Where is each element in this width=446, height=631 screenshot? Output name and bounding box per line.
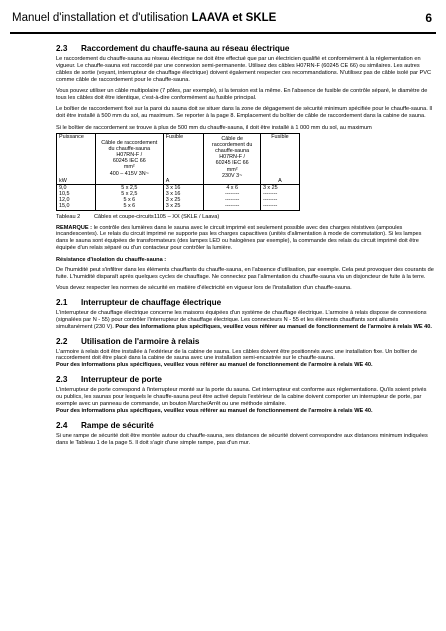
section-title: Raccordement du chauffe-sauna au réseau électrique xyxy=(81,44,290,53)
section-title: Utilisation de l'armoire à relais xyxy=(81,336,200,346)
header-line: raccordement du xyxy=(211,141,253,148)
section-heading-2-1 xyxy=(56,298,434,307)
header-fusible-1: Fusible xyxy=(163,133,204,140)
section-title: Interrupteur de chauffage électrique xyxy=(81,297,222,307)
header-line: 60245 IEC 66 xyxy=(215,160,249,167)
title-prefix: Manuel d'installation et d'utilisation xyxy=(12,12,192,24)
header-line: H07RN-F / xyxy=(116,152,143,159)
section-number: 2.1 xyxy=(56,297,68,307)
paragraph: Le raccordement du chauffe-sauna au réseau électrique ne doit être effectué que par un électricien qualifié et conformément à la réglementation en vigueur. Le chauffe-sauna est raccordé par une connexion semi-permanente. Utilisez des câbles H07RN-F (60245 CE 66) ou similaires. Les autres câbles de sortie (voyant, interrupteur de chauffage électrique) doivent également respecter ces recommandations. N'utilisez pas de câble isolé par PVC comme câble de raccordement pour le chauffe-sauna. xyxy=(56,56,432,83)
page-content xyxy=(56,44,434,451)
header-line: chauffe-sauna xyxy=(215,148,250,155)
section-bold-note: Pour des informations plus spécifiques, veuillez vous référer au manuel de fonctionnement de l'armoire à relais WE 40. xyxy=(56,362,373,369)
table-cell: 3 x 16 xyxy=(163,191,204,197)
unit-a-2: A xyxy=(260,140,299,185)
header-fusible-2: Fusible xyxy=(260,133,299,140)
table-cell: 3 x 25 xyxy=(163,203,204,210)
title-model: LAAVA et SKLE xyxy=(191,12,277,24)
table-cell: 5 x 2,5 xyxy=(95,184,163,191)
header-line: H07RN-F / xyxy=(219,154,246,161)
table-cell: 3 x 16 xyxy=(163,184,204,191)
section-heading-2-4 xyxy=(56,421,434,430)
table-cell: 9,0 xyxy=(57,184,96,191)
table-header-row xyxy=(57,133,300,140)
section-bold-note: Pour des informations plus spécifiques, veuillez vous référer au manuel de fonctionnement de l'armoire à relais WE 40. xyxy=(115,323,432,330)
table-cell: 4 x 6 xyxy=(204,184,261,191)
header-line: du chauffe-sauna xyxy=(108,145,151,152)
paragraph xyxy=(56,387,434,408)
section-text: L'interrupteur de porte correspond à l'interrupteur monté sur la porte du sauna. Cet interrupteur est conforme aux réglementations. Qu'ils soient privés ou publics, les saunas pour lesquels le chauffe-sauna peut être activé depuis l'extérieur de la cabine doivent comporter un interrupteur de porte, par exemple avec un panneau de commande, un bouton Marche/Arrêt ou une méthode similaire. xyxy=(56,387,427,408)
paragraph xyxy=(56,310,434,331)
paragraph xyxy=(56,349,434,363)
section-heading-2-2 xyxy=(56,337,434,346)
table-cell: 5 x 2,5 xyxy=(95,191,163,197)
header-cable-400v xyxy=(95,133,163,184)
section-text: L'interrupteur de chauffage électrique concerne les maisons équipées d'un système de chauffage électrique. L'armoire à relais dispose de connexions (signalées par N - 55) pour contrôler l'interrupteur de chauffage électrique. Les connecteurs N - 55 et les éléments chauffants sont allumés simultanément (230 V). xyxy=(56,309,427,330)
document-title xyxy=(12,12,276,24)
paragraph: Le boîtier de raccordement fixé sur la paroi du sauna doit se situer dans la zone de dégagement de sécurité minimum spécifiée pour le chauffe-sauna. Il doit être installé à 500 mm du sol, au maximum. Se reporter à la page 8. Emplacement du boîtier de câble de raccordement dans la cabine de sauna. xyxy=(56,106,433,120)
page-number: 6 xyxy=(425,11,432,25)
table-cell: 12,0 xyxy=(57,197,96,203)
section-number: 2.2 xyxy=(56,336,68,346)
insulation-heading xyxy=(56,257,434,264)
table-cell: 3 x 25 xyxy=(260,184,299,191)
table-cell: -------- xyxy=(260,191,299,197)
paragraph: Si une rampe de sécurité doit être montée autour du chauffe-sauna, ses distances de sécurité doivent correspondre aux distances minimum indiquées dans le Tableau 1 de la page 5. Il doit s'agir d'une simple rampe, pas d'un mur. xyxy=(56,432,428,446)
header-cable-230v xyxy=(204,133,261,184)
table-cell: 10,5 xyxy=(57,191,96,197)
caption-model: 1105 – XX (SKLE / Laava) xyxy=(154,213,220,220)
paragraph: De l'humidité peut s'infiltrer dans les éléments chauffants du chauffe-sauna, en l'absence d'utilisation, par exemple. Cela peut provoquer des courants de fuite. L'humidité disparaît après quelques cycles de chauffage. Ne connectez pas l'alimentation du chauffe-sauna via un disjoncteur de fuite à la terre. xyxy=(56,266,434,280)
caption-number: Tableau 2 xyxy=(56,213,81,220)
table-row xyxy=(57,184,300,191)
table-cell: -------- xyxy=(260,203,299,210)
paragraph: Vous pouvez utiliser un câble multipolaire (7 pôles, par exemple), si la tension est la même. En l'absence de fusible de contrôle séparé, le diamètre de tous les câbles doit être identique, c'est-à-dire conformément au fusible principal. xyxy=(56,88,428,102)
table-cell: 5 x 6 xyxy=(95,203,163,210)
header-line: mm² xyxy=(226,166,238,173)
section-title: Interrupteur de porte xyxy=(81,375,162,385)
header-puissance: Puissance xyxy=(57,133,96,140)
page-header xyxy=(10,6,436,34)
table-cell: -------- xyxy=(204,191,261,197)
table-cell: 5 x 6 xyxy=(95,197,163,203)
unit-a-1: A xyxy=(163,140,204,185)
header-line: 400 – 415V 3N~ xyxy=(109,170,149,177)
header-line: 230V 3~ xyxy=(222,172,243,179)
remark-text: le contrôle des lumières dans le sauna avec le circuit imprimé est seulement possible avec des charges résistives (ampoules incandescentes). Le relais du circuit imprimé ne supporte pas les charges capacitives (unités d'alimentation à mode de commutation). Si les lampes dans le sauna sont équipées de transformateurs (des lampes LED ou halogènes par exemple), la commande des relais du circuit imprimé doit être équipée d'un relais séparé ou d'un contacteur pour contrôler la lumière. xyxy=(56,224,422,252)
section-number: 2.3 xyxy=(56,44,68,53)
table-cell: -------- xyxy=(204,203,261,210)
paragraph xyxy=(56,362,434,369)
caption-label: Câbles et coupe-circuits xyxy=(94,213,154,220)
table-cell: 15,0 xyxy=(57,203,96,210)
header-line: mm² xyxy=(123,164,135,171)
section-number: 2.3 xyxy=(56,375,68,385)
header-line: Câble de xyxy=(221,135,243,142)
section-text: L'armoire à relais doit être installée à l'extérieur de la cabine de sauna. Les câbles doivent être positionnés avec une installation fixe. Un boîtier de raccordement doit être placé dans la cabine de sauna avec une installation semi-encastrée sur le chauffe-sauna. xyxy=(56,348,418,362)
header-line: Câble de raccordement xyxy=(101,139,158,146)
unit-kw: kW xyxy=(57,140,96,185)
paragraph: Si le boîtier de raccordement se trouve à plus de 500 mm du chauffe-sauna, il doit être installé à 1 000 mm du sol, au maximum xyxy=(56,124,372,131)
paragraph xyxy=(56,408,434,415)
section-title: Rampe de sécurité xyxy=(81,420,154,430)
section-heading-2-3-porte xyxy=(56,375,434,384)
cables-fuses-table xyxy=(56,133,300,211)
section-number: 2.4 xyxy=(56,420,68,430)
header-line: 60245 IEC 66 xyxy=(112,158,146,165)
table-unit-row xyxy=(57,140,300,185)
table-row xyxy=(57,203,300,210)
remark-label: REMARQUE : xyxy=(56,224,93,231)
table-caption xyxy=(56,214,434,221)
table-cell: -------- xyxy=(204,197,261,203)
insulation-heading-text: Résistance d'isolation du chauffe-sauna : xyxy=(56,256,167,263)
paragraph: Vous devez respecter les normes de sécurité en matière d'électricité en vigueur lors de l'installation d'un chauffe-sauna. xyxy=(56,284,352,291)
table-cell: -------- xyxy=(260,197,299,203)
remark-paragraph xyxy=(56,225,434,253)
section-bold-note: Pour des informations plus spécifiques, veuillez vous référer au manuel de fonctionnement de l'armoire à relais WE 40. xyxy=(56,407,373,414)
table-cell: 3 x 25 xyxy=(163,197,204,203)
section-heading-2-3-raccordement xyxy=(56,44,434,53)
